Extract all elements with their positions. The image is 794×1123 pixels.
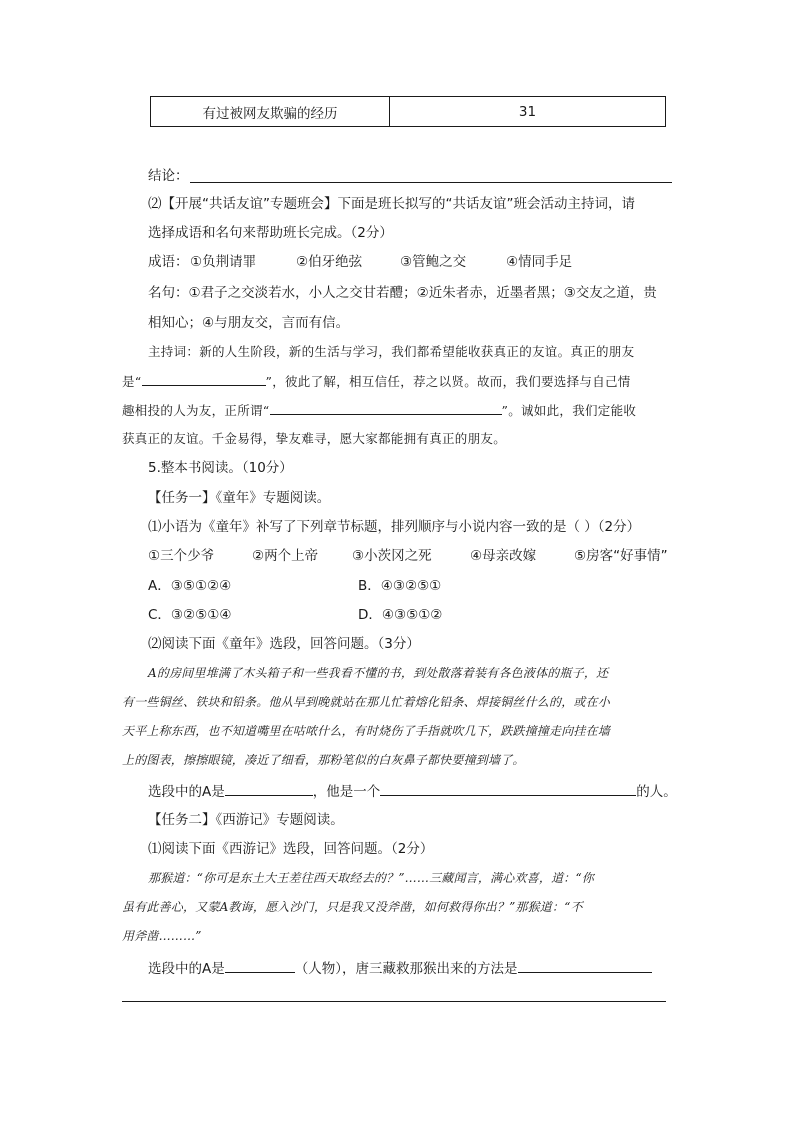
task1-q1: ⑴小语为《童年》补写了下列章节标题，排列顺序与小说内容一致的是（ ）（2分） [148, 519, 641, 535]
passage1-line3: 天平上称东西，也不知道嘴里在咕哝什么，有时烧伤了手指就吹几下，跌跌撞撞走向挂在墙 [122, 724, 611, 738]
task2-q1: ⑴阅读下面《西游记》选段，回答问题。（2分） [148, 841, 434, 857]
q2-prompt-line1: ⑵【开展“共话友谊”专题班会】下面是班长拟写的“共话友谊”班会活动主持词，请 [148, 196, 635, 212]
passage1-line4: 上的图表，擦擦眼镜，凑近了细看，那粉笔似的白灰鼻子都快要撞到墙了。 [122, 753, 525, 767]
chapter-5: ⑤房客“好事情” [574, 548, 668, 564]
passage2-line2: 虽有此善心，又蒙A教诲，愿入沙门，只是我又没斧凿，如何救得你出？”那猴道：“不 [122, 900, 583, 914]
option-c: C．③②⑤①④ [148, 607, 232, 623]
quotes-line2: 相知心；④与朋友交，言而有信。 [148, 315, 350, 331]
idiom-4: ④情同手足 [506, 254, 573, 270]
option-d: D．④③⑤①② [358, 607, 443, 623]
passage1-line2: 有一些铜丝、铁块和铅条。他从早到晚就站在那儿忙着熔化铅条、焊接铜丝什么的，或在小 [122, 695, 611, 709]
chapter-2: ②两个上帝 [252, 548, 319, 564]
host-speech-line3: 趣相投的人为友，正所谓“ ”。诚如此，我们定能收 [122, 400, 636, 421]
chapter-3: ③小茨冈之死 [352, 548, 432, 564]
conclusion-label: 结论： [148, 168, 189, 184]
host-speech-line1: 主持词：新的人生阶段，新的生活与学习，我们都希望能收获真正的友谊。真正的朋友 [148, 344, 635, 359]
option-a: A．③⑤①②④ [148, 578, 232, 594]
table-cell-value: 31 [390, 97, 666, 127]
passage2-line3: 用斧凿………” [122, 929, 202, 943]
blank-2 [270, 400, 502, 415]
q2-prompt-line2: 选择成语和名句来帮助班长完成。（2分） [148, 225, 393, 241]
blank-1 [142, 371, 266, 386]
blank-3 [225, 781, 313, 796]
conclusion-answer-line [190, 182, 672, 183]
blank-4 [380, 781, 636, 796]
task1-q2: ⑵阅读下面《童年》选段，回答问题。（3分） [148, 636, 420, 652]
idioms-label: 成语： [148, 254, 189, 270]
quotes-line1: 名句：①君子之交淡若水，小人之交甘若醴；②近朱者赤，近墨者黑；③交友之道，贵 [148, 285, 657, 301]
passage2-line1: 那猴道：“你可是东土大王差往西天取经去的？”……三藏闻言，满心欢喜，道：“你 [148, 871, 595, 885]
q5-title: 5.整本书阅读。（10分） [148, 460, 293, 476]
option-b: B．④③②⑤① [358, 578, 442, 594]
idiom-2: ②伯牙绝弦 [296, 254, 363, 270]
idiom-1: ①负荆请罪 [190, 254, 257, 270]
chapter-4: ④母亲改嫁 [470, 548, 537, 564]
table-cell-label: 有过被网友欺骗的经历 [151, 97, 390, 127]
host-speech-line2: 是“ ”，彼此了解，相互信任，荐之以贤。故而，我们要选择与自己情 [122, 371, 631, 392]
table-row [151, 97, 666, 127]
survey-table [150, 96, 666, 127]
blank-5 [225, 958, 295, 973]
passage1-line1: A的房间里堆满了木头箱子和一些我看不懂的书，到处散落着装有各色液体的瓶子，还 [148, 666, 609, 680]
task2-heading: 【任务二】《西游记》专题阅读。 [148, 812, 344, 828]
answer-line-bottom [122, 1001, 666, 1002]
blank-6 [518, 958, 652, 973]
idiom-3: ③管鲍之交 [400, 254, 467, 270]
host-speech-line4: 获真正的友谊。千金易得，挚友难寻，愿大家都能拥有真正的朋友。 [122, 431, 507, 446]
chapter-1: ①三个少爷 [148, 548, 215, 564]
fill2: 选段中的A是 （人物），唐三藏救那猴出来的方法是 [148, 958, 652, 979]
fill1: 选段中的A是 ，他是一个 的人。 [148, 781, 677, 802]
task1-heading: 【任务一】《童年》专题阅读。 [148, 490, 331, 506]
